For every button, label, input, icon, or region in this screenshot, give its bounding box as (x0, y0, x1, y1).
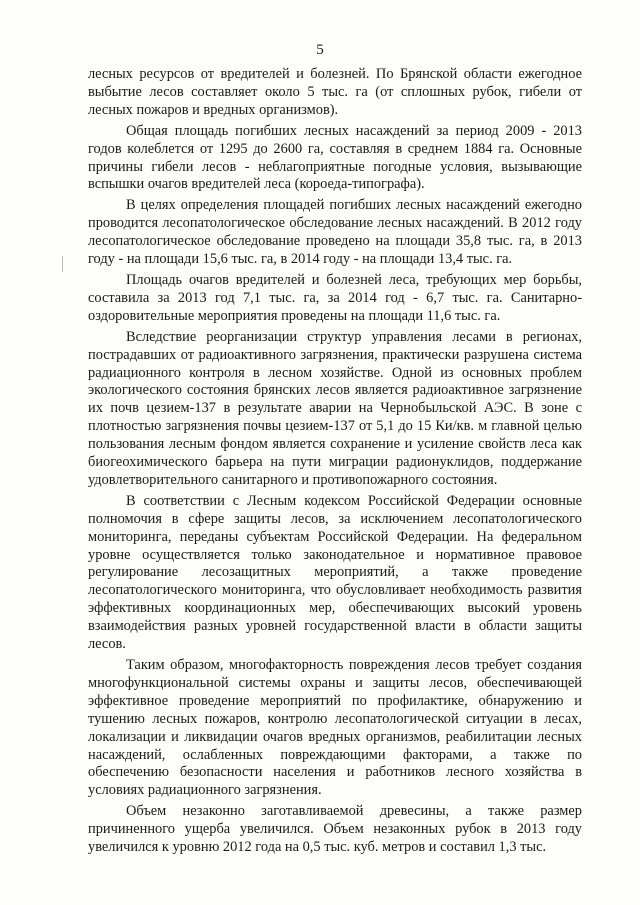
paragraph-continued: лесных ресурсов от вредителей и болезней. По Брянской области ежегодное выбытие лесов составляет около 5 тыс. га (от сплошных рубок, гибели от лесных пожаров и вредных организмов). (88, 66, 582, 118)
body-text (88, 66, 582, 857)
scan-mark (62, 256, 63, 272)
paragraph-illegal-logging: Объем незаконно заготавливаемой древесины, а также размер причиненного ущерба увеличился. Объем незаконных рубок в 2013 году увеличился к уровню 2012 года на 0,5 тыс. куб. метров и составил 1,3 тыс. (88, 803, 582, 856)
paragraph-protection-system: Таким образом, многофакторность повреждения лесов требует создания многофункциональной системы охраны и защиты лесов, обеспечивающей эффективное проведение мероприятий по профилактике, обнаружению и тушению лесных пожаров, контролю лесопатологической ситуации в лесах, локализации и ликвидации очагов вредных организмов, реабилитации лесных насаждений, ослабленных повреждающими факторами, а также по обеспечению безопасности населения и работников лесного хозяйства в условиях радиационного загрязнения. (88, 657, 582, 799)
paragraph-radiation-contamination: Вследствие реорганизации структур управления лесами в регионах, пострадавших от радиоактивного загрязнения, практически разрушена система радиационного контроля в лесном хозяйстве. Одной из основных проблем экологического состояния брянских лесов является радиоактивное загрязнение их почв цезием-137 в результате аварии на Чернобыльской АЭС. В зоне с плотностью загрязнения почвы цезием-137 от 5,1 до 15 Ки/кв. м главной целью пользования лесным фондом является сохранение и усиление свойств леса как биогеохимического барьера на пути миграции радионуклидов, поддержание удовлетворительного санитарного и противопожарного состояния. (88, 328, 582, 488)
paragraph-forest-code: В соответствии с Лесным кодексом Российской Федерации основные полномочия в сфере защиты лесов, за исключением лесопатологического мониторинга, переданы субъектам Российской Федерации. На федеральном уровне осуществляется только законодательное и нормативное правовое регулирование лесозащитных мероприятий, а также проведение лесопатологического мониторинга, что обусловливает необходимость развития эффективных координационных мер, обеспечивающих высокий уровень взаимодействия разных уровней государственной власти в области защиты лесов. (88, 492, 582, 653)
paragraph-dead-forest-area: Общая площадь погибших лесных насаждений за период 2009 - 2013 годов колеблется от 1295 до 2600 га, составляя в среднем 1884 га. Основные причины гибели лесов - неблагоприятные погодные условия, вызывающие вспышки очагов вредителей леса (короеда-типографа). (88, 122, 582, 193)
paragraph-pest-foci: Площадь очагов вредителей и болезней леса, требующих мер борьбы, составила за 2013 год 7,1 тыс. га, за 2014 год - 6,7 тыс. га. Санитарно-оздоровительные мероприятия проведены на площади 11,6 тыс. га. (88, 271, 582, 324)
paragraph-forest-survey: В целях определения площадей погибших лесных насаждений ежегодно проводится лесопатологическое обследование лесных насаждений. В 2012 году лесопатологическое обследование проведено на площади 35,8 тыс. га, в 2013 году - на площади 15,6 тыс. га, в 2014 году - на площади 13,4 тыс. га. (88, 197, 582, 268)
page-number: 5 (316, 42, 324, 58)
